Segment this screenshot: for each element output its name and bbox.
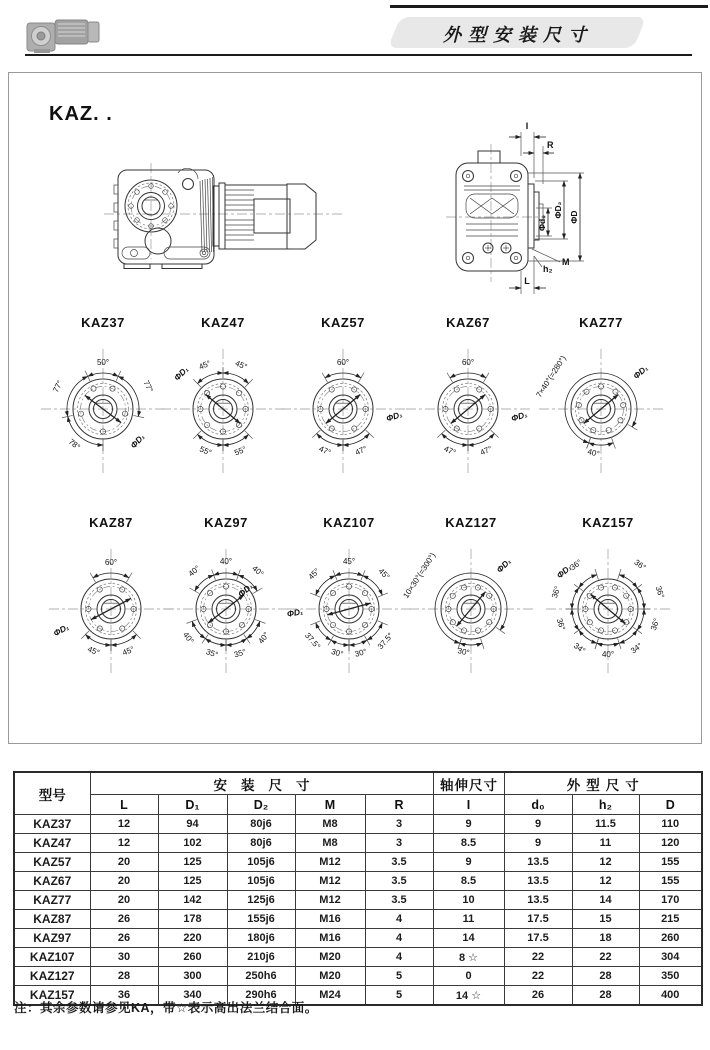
dim-label-phiD: ΦD (569, 210, 579, 224)
bolt-circle-diameter-label: ΦD₁ (554, 562, 574, 581)
angle-label: 45° (306, 566, 322, 582)
angle-label: 36° (550, 585, 563, 600)
flange-title: KAZ77 (579, 315, 623, 330)
value-cell: 30 (90, 948, 158, 967)
value-cell: 0 (433, 967, 504, 986)
gearmotor-rear-view-drawing (444, 106, 649, 306)
value-cell: M16 (295, 910, 365, 929)
dim-label-phid0: Φd₀ (537, 215, 547, 231)
value-cell: 215 (639, 910, 702, 929)
dim-label-h2: h₂ (543, 264, 553, 274)
angle-label: 30° (353, 647, 368, 659)
value-cell: 4 (365, 910, 433, 929)
value-cell: 80j6 (227, 815, 295, 834)
value-cell: 26 (90, 910, 158, 929)
bolt-circle-diameter-label: ΦD₁ (128, 431, 147, 451)
value-cell: 5 (365, 986, 433, 1006)
column-header: D₂ (227, 795, 295, 815)
value-cell: 22 (504, 948, 572, 967)
column-header-model: 型号 (14, 772, 90, 815)
column-header: d₀ (504, 795, 572, 815)
column-header: D₁ (158, 795, 227, 815)
angle-label: 35° (232, 647, 248, 660)
header-rule (25, 54, 692, 56)
flange-drawing-KAZ107 (279, 533, 419, 685)
flange-title: KAZ157 (582, 515, 634, 530)
value-cell: 220 (158, 929, 227, 948)
flange-title: KAZ57 (321, 315, 365, 330)
value-cell: 260 (639, 929, 702, 948)
angle-label: 36° (648, 617, 662, 632)
angle-label: 40° (181, 630, 196, 646)
value-cell: 28 (572, 986, 639, 1006)
value-cell: 12 (90, 834, 158, 853)
angle-label: 36° (653, 585, 666, 600)
value-cell: 3.5 (365, 891, 433, 910)
model-cell: KAZ57 (14, 853, 90, 872)
value-cell: 3 (365, 834, 433, 853)
value-cell: 125 (158, 853, 227, 872)
angle-label: 35° (204, 647, 220, 660)
flange-title: KAZ87 (89, 515, 133, 530)
value-cell: M16 (295, 929, 365, 948)
flange-diagram-KAZ107 (279, 515, 419, 685)
value-cell: M8 (295, 834, 365, 853)
flange-diagram-KAZ47 (153, 315, 293, 485)
dim-label-I: I (525, 121, 529, 131)
table-row (14, 967, 702, 986)
value-cell: 3.5 (365, 853, 433, 872)
column-header: h₂ (572, 795, 639, 815)
table-row (14, 891, 702, 910)
value-cell: 4 (365, 929, 433, 948)
angle-label: 7×40°(=280°) (534, 354, 568, 400)
flange-diagram-KAZ67 (398, 315, 538, 485)
model-cell: KAZ77 (14, 891, 90, 910)
flange-drawing-KAZ47 (153, 333, 293, 485)
model-cell: KAZ157 (14, 986, 90, 1006)
angle-label: 60° (336, 358, 350, 367)
value-cell: 105j6 (227, 872, 295, 891)
value-cell: 340 (158, 986, 227, 1006)
gearmotor-photo (24, 11, 114, 57)
value-cell: 26 (504, 986, 572, 1006)
value-cell: 13.5 (504, 891, 572, 910)
angle-label: 40° (186, 563, 202, 579)
bolt-circle-diameter-label: ΦD₁ (384, 409, 404, 424)
table-row (14, 910, 702, 929)
dim-label-R: R (547, 140, 554, 150)
logo-motor-cap (88, 22, 99, 42)
value-cell: 260 (158, 948, 227, 967)
angle-label: 50° (96, 358, 110, 367)
value-cell: 125j6 (227, 891, 295, 910)
table-row (14, 929, 702, 948)
value-cell: 17.5 (504, 929, 572, 948)
table-group-header-row (14, 772, 702, 795)
flange-drawing-KAZ127 (401, 533, 541, 685)
drawings-panel (8, 72, 702, 744)
value-cell: 4 (365, 948, 433, 967)
model-cell: KAZ97 (14, 929, 90, 948)
value-cell: 9 (433, 815, 504, 834)
angle-label: 30° (330, 647, 345, 659)
value-cell: 105j6 (227, 853, 295, 872)
angle-label: 77° (51, 379, 65, 394)
value-cell: 155j6 (227, 910, 295, 929)
flange-diagram-KAZ127 (401, 515, 541, 685)
gearmotor-side-view-drawing (104, 159, 349, 309)
flange-title: KAZ107 (323, 515, 375, 530)
angle-label: 40° (586, 446, 601, 459)
flange-title: KAZ67 (446, 315, 490, 330)
angle-label: 60° (461, 358, 475, 367)
value-cell: 20 (90, 853, 158, 872)
bolt-circle-diameter-label: ΦD₁ (631, 362, 650, 382)
table-row (14, 834, 702, 853)
value-cell: 11 (433, 910, 504, 929)
value-cell: 120 (639, 834, 702, 853)
value-cell: 3 (365, 815, 433, 834)
value-cell: 12 (572, 872, 639, 891)
flange-drawing-KAZ67 (398, 333, 538, 485)
model-cell: KAZ107 (14, 948, 90, 967)
angle-label: 45° (121, 644, 136, 658)
model-cell: KAZ37 (14, 815, 90, 834)
series-label: KAZ. . (49, 103, 113, 125)
value-cell: 10 (433, 891, 504, 910)
model-cell: KAZ127 (14, 967, 90, 986)
value-cell: 110 (639, 815, 702, 834)
angle-label: 47° (478, 444, 494, 458)
angle-label: 37.5° (302, 630, 323, 652)
value-cell: 400 (639, 986, 702, 1006)
value-cell: 102 (158, 834, 227, 853)
flange-drawing-KAZ157 (538, 533, 678, 685)
header-top-rule (390, 5, 708, 8)
flange-title: KAZ97 (204, 515, 248, 530)
value-cell: 350 (639, 967, 702, 986)
bolt-circle-diameter-label: ΦD₁ (494, 556, 513, 575)
angle-label: 10×30°(=300°) (401, 551, 438, 600)
page-title: 外型安装尺寸 (443, 25, 593, 45)
column-group-header: 外型尺寸 (504, 772, 702, 795)
angle-label: 55° (233, 444, 248, 458)
value-cell: 9 (504, 815, 572, 834)
value-cell: M8 (295, 815, 365, 834)
value-cell: 142 (158, 891, 227, 910)
column-header: R (365, 795, 433, 815)
bolt-circle-diameter-label: ΦD₁ (51, 621, 71, 639)
value-cell: 155 (639, 872, 702, 891)
value-cell: 80j6 (227, 834, 295, 853)
value-cell: 14 ☆ (433, 986, 504, 1006)
table-row (14, 815, 702, 834)
value-cell: 9 (504, 834, 572, 853)
value-cell: 250h6 (227, 967, 295, 986)
table-header (14, 772, 702, 815)
value-cell: 170 (639, 891, 702, 910)
flange-diagram-KAZ57 (273, 315, 413, 485)
value-cell: 28 (572, 967, 639, 986)
logo-foot (34, 49, 50, 53)
value-cell: 8.5 (433, 834, 504, 853)
angle-label: 60° (104, 558, 118, 567)
flange-title: KAZ127 (445, 515, 497, 530)
angle-label: 40° (250, 563, 266, 579)
flange-diagram-KAZ77 (531, 315, 671, 485)
angle-label: 34° (571, 641, 588, 656)
value-cell: 8 ☆ (433, 948, 504, 967)
angle-label: 77° (141, 379, 155, 394)
value-cell: 14 (433, 929, 504, 948)
flange-drawing-KAZ77 (531, 333, 671, 485)
angle-label: 45° (342, 557, 356, 566)
angle-label: 45° (233, 358, 249, 372)
value-cell: M12 (295, 853, 365, 872)
value-cell: 300 (158, 967, 227, 986)
value-cell: M20 (295, 967, 365, 986)
value-cell: 15 (572, 910, 639, 929)
value-cell: 12 (90, 815, 158, 834)
table-subheader-row (14, 795, 702, 815)
value-cell: 11.5 (572, 815, 639, 834)
value-cell: 22 (572, 948, 639, 967)
value-cell: 28 (90, 967, 158, 986)
angle-label: 34° (628, 641, 645, 656)
flange-drawing-KAZ97 (156, 533, 296, 685)
value-cell: 14 (572, 891, 639, 910)
value-cell: 20 (90, 872, 158, 891)
value-cell: 9 (433, 853, 504, 872)
logo-bore (37, 32, 45, 40)
angle-label: 45° (86, 644, 101, 658)
value-cell: 3.5 (365, 872, 433, 891)
flange-drawing-KAZ37 (33, 333, 173, 485)
bolt-circle-diameter-label: ΦD₁ (171, 364, 191, 383)
column-header: I (433, 795, 504, 815)
value-cell: 20 (90, 891, 158, 910)
angle-label: 36° (554, 617, 568, 632)
value-cell: M12 (295, 872, 365, 891)
value-cell: 5 (365, 967, 433, 986)
value-cell: 178 (158, 910, 227, 929)
bolt-circle-diameter-label: ΦD₁ (235, 581, 255, 600)
value-cell: 13.5 (504, 853, 572, 872)
column-group-header: 安装尺寸 (90, 772, 433, 795)
angle-label: 45° (376, 566, 392, 582)
angle-label: 47° (317, 444, 333, 458)
dim-label-phiD2: ΦD₂ (553, 201, 563, 219)
flange-diagram-KAZ97 (156, 515, 296, 685)
model-cell: KAZ47 (14, 834, 90, 853)
value-cell: 17.5 (504, 910, 572, 929)
value-cell: 13.5 (504, 872, 572, 891)
angle-label: 36° (632, 557, 648, 573)
value-cell: 26 (90, 929, 158, 948)
angle-label: 47° (353, 444, 369, 458)
model-cell: KAZ87 (14, 910, 90, 929)
column-header: D (639, 795, 702, 815)
bolt-circle-diameter-label: ΦD₁ (286, 606, 304, 619)
value-cell: 8.5 (433, 872, 504, 891)
angle-label: 55° (198, 444, 213, 458)
value-cell: 94 (158, 815, 227, 834)
bolt-circle-diameter-label: ΦD₁ (509, 409, 529, 424)
column-header: L (90, 795, 158, 815)
value-cell: 290h6 (227, 986, 295, 1006)
value-cell: 18 (572, 929, 639, 948)
value-cell: M20 (295, 948, 365, 967)
value-cell: 22 (504, 967, 572, 986)
angle-label: 47° (442, 444, 458, 458)
value-cell: 11 (572, 834, 639, 853)
value-cell: M24 (295, 986, 365, 1006)
angle-label: 36° (568, 557, 584, 573)
angle-label: 40° (256, 630, 271, 646)
dim-label-M: M (562, 257, 570, 267)
flange-diagram-KAZ37 (33, 315, 173, 485)
value-cell: 125 (158, 872, 227, 891)
angle-label: 37.5° (375, 630, 396, 652)
angle-label: 30° (456, 646, 471, 658)
flange-diagram-KAZ157 (538, 515, 678, 685)
dim-label-L: L (524, 276, 530, 286)
dimensions-table (13, 771, 703, 1006)
value-cell: M12 (295, 891, 365, 910)
angle-label: 45° (197, 358, 213, 372)
angle-label: 40° (219, 557, 233, 566)
flange-drawing-KAZ57 (273, 333, 413, 485)
value-cell: 12 (572, 853, 639, 872)
table-row (14, 948, 702, 967)
value-cell: 36 (90, 986, 158, 1006)
value-cell: 304 (639, 948, 702, 967)
angle-label: 40° (601, 650, 615, 659)
value-cell: 180j6 (227, 929, 295, 948)
column-group-header: 轴伸尺寸 (433, 772, 504, 795)
angle-label: 78° (66, 437, 82, 452)
model-cell: KAZ67 (14, 872, 90, 891)
footnote: 注：其余参数请参见KA，带☆表示高出法兰结合面。 (14, 1001, 318, 1015)
column-header: M (295, 795, 365, 815)
flange-title: KAZ37 (81, 315, 125, 330)
table-row (14, 872, 702, 891)
table-row (14, 853, 702, 872)
value-cell: 210j6 (227, 948, 295, 967)
flange-title: KAZ47 (201, 315, 245, 330)
table-body (14, 815, 702, 1006)
value-cell: 155 (639, 853, 702, 872)
